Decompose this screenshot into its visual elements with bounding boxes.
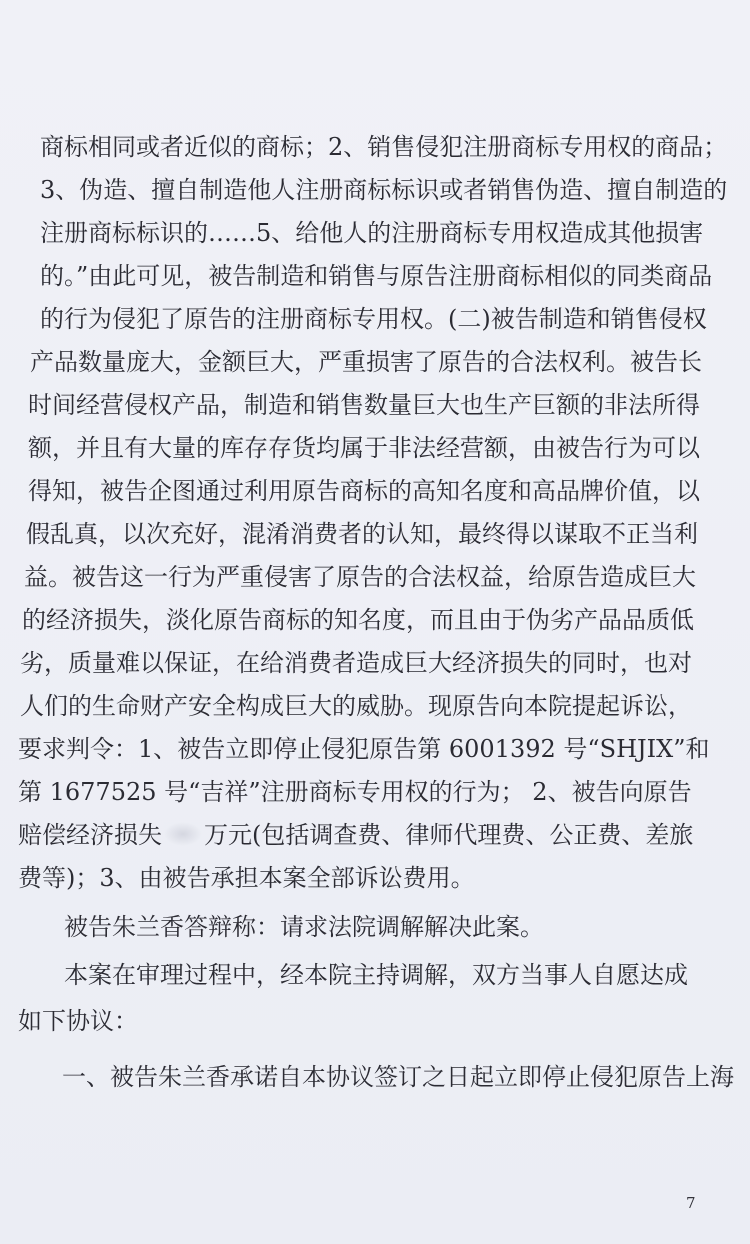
text-line-19: 被告朱兰香答辩称：请求法院调解解决此案。 [64,913,544,941]
text-line-17-part-1: 赔偿经济损失 [18,821,162,849]
text-line-9: 得知，被告企图通过利用原告商标的高知名度和高品牌价值，以 [28,477,700,505]
text-line-11: 益。被告这一行为严重侵害了原告的合法权益，给原告造成巨大 [24,563,696,591]
text-line-13: 劣，质量难以保证，在给消费者造成巨大经济损失的同时，也对 [20,649,692,677]
text-line-8: 额，并且有大量的库存存货均属于非法经营额，由被告行为可以 [28,434,700,462]
text-line-5: 的行为侵犯了原告的注册商标专用权。(二)被告制造和销售侵权 [40,305,707,333]
text-line-22: 一、被告朱兰香承诺自本协议签订之日起立即停止侵犯原告上海 [62,1063,734,1091]
text-line-4: 的。”由此可见，被告制造和销售与原告注册商标相似的同类商品 [40,262,713,290]
text-line-1: 商标相同或者近似的商标；2、销售侵犯注册商标专用权的商品； [40,133,728,161]
page-number: 7 [686,1194,696,1212]
text-line-15: 要求判令：1、被告立即停止侵犯原告第 6001392 号“SHJIX”和 [18,735,710,763]
text-line-3: 注册商标标识的……5、给他人的注册商标专用权造成其他损害 [40,219,704,247]
text-line-16: 第 1677525 号“吉祥”注册商标专用权的行为； 2、被告向原告 [18,778,692,806]
text-line-6: 产品数量庞大，金额巨大，严重损害了原告的合法权利。被告长 [30,348,702,376]
text-line-20: 本案在审理过程中，经本院主持调解，双方当事人自愿达成 [64,961,688,989]
text-line-18: 费等)；3、由被告承担本案全部诉讼费用。 [18,864,475,892]
text-line-17-part-2: 万元(包括调查费、律师代理费、公正费、差旅 [204,821,694,849]
text-line-14: 人们的生命财产安全构成巨大的威胁。现原告向本院提起诉讼， [20,692,692,720]
text-line-2: 3、伪造、擅自制造他人注册商标标识或者销售伪造、擅自制造的 [40,176,728,204]
text-line-21: 如下协议： [18,1007,138,1035]
redacted-amount [164,822,202,846]
text-line-7: 时间经营侵权产品，制造和销售数量巨大也生产巨额的非法所得 [28,391,700,419]
text-line-17 [18,820,693,850]
text-line-12: 的经济损失，淡化原告商标的知名度，而且由于伪劣产品品质低 [22,606,694,634]
text-line-10: 假乱真，以次充好，混淆消费者的认知，最终得以谋取不正当利 [26,520,698,548]
